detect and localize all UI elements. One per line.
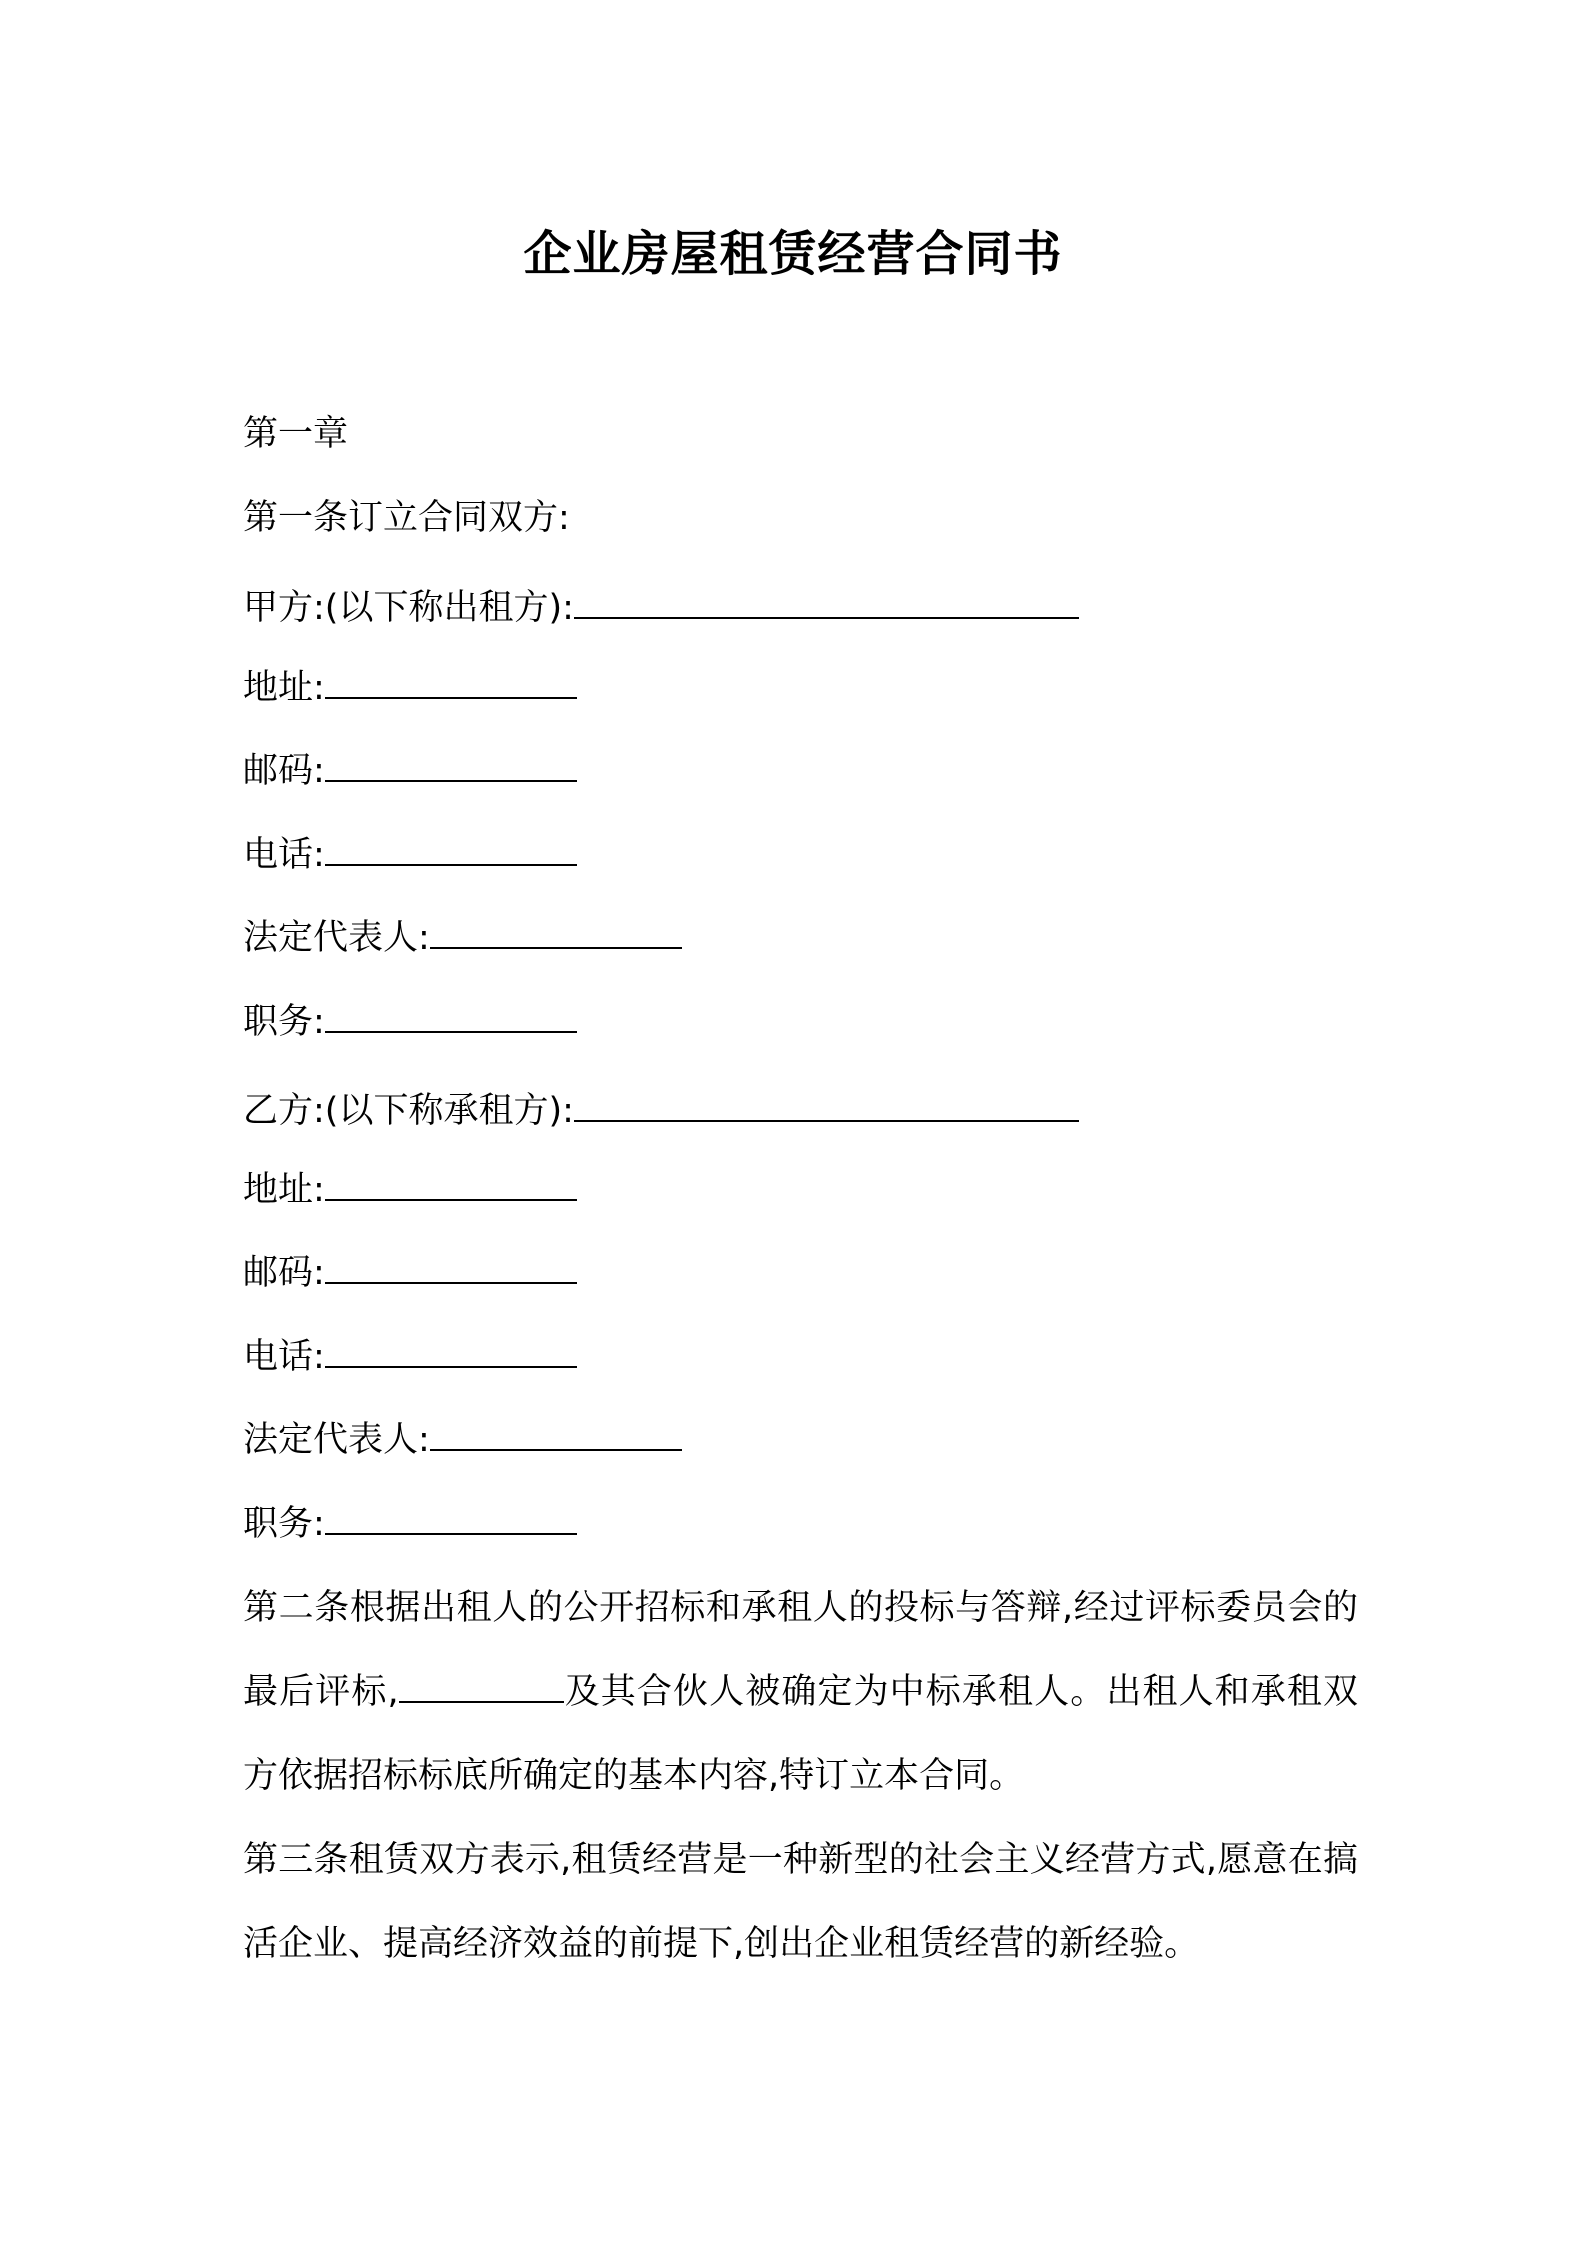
- party-a-legal-rep-label: 法定代表人:: [243, 918, 430, 958]
- party-b-address-label: 地址:: [243, 1170, 325, 1210]
- article2-paragraph: [243, 1566, 1358, 1818]
- party-b-legal-rep-label: 法定代表人:: [243, 1420, 430, 1460]
- party-b-line: [243, 1089, 1079, 1133]
- party-a-position-line: [243, 1000, 577, 1044]
- party-b-legal-rep-line: [243, 1418, 682, 1462]
- party-a-line: [243, 586, 1079, 630]
- article3-paragraph: 第三条租赁双方表示,租赁经营是一种新型的社会主义经营方式,愿意在搞活企业、提高经济效益的前提下,创出企业租赁经营的新经验。: [243, 1840, 1358, 1964]
- article1-heading: 第一条订立合同双方:: [243, 498, 570, 538]
- party-b-position-line: [243, 1502, 577, 1546]
- party-a-address-blank[interactable]: [325, 667, 577, 699]
- party-b-phone-label: 电话:: [243, 1337, 325, 1377]
- party-b-postcode-line: [243, 1251, 577, 1295]
- article2-text-after: 及其合伙人被确定为中标承租人。出租人和承租双方依据招标标底所确定的基本内容,特订立本合同。: [243, 1672, 1358, 1796]
- party-a-legal-rep-blank[interactable]: [430, 917, 682, 949]
- chapter-heading: 第一章: [243, 414, 349, 454]
- party-b-postcode-label: 邮码:: [243, 1253, 325, 1293]
- party-b-address-line: [243, 1168, 577, 1212]
- party-a-blank[interactable]: [574, 587, 1079, 619]
- party-a-phone-label: 电话:: [243, 835, 325, 875]
- party-a-postcode-line: [243, 749, 577, 793]
- party-b-legal-rep-blank[interactable]: [430, 1419, 682, 1451]
- party-a-postcode-blank[interactable]: [325, 750, 577, 782]
- party-b-position-label: 职务:: [243, 1504, 325, 1544]
- party-b-phone-line: [243, 1335, 577, 1379]
- party-a-position-blank[interactable]: [325, 1001, 577, 1033]
- party-a-address-label: 地址:: [243, 668, 325, 708]
- party-b-label: 乙方:(以下称承租方):: [243, 1091, 574, 1131]
- party-b-phone-blank[interactable]: [325, 1336, 577, 1368]
- party-b-postcode-blank[interactable]: [325, 1252, 577, 1284]
- party-a-address-line: [243, 666, 577, 710]
- party-a-label: 甲方:(以下称出租方):: [243, 588, 574, 628]
- party-a-postcode-label: 邮码:: [243, 751, 325, 791]
- party-b-blank[interactable]: [574, 1090, 1079, 1122]
- party-a-phone-blank[interactable]: [325, 834, 577, 866]
- party-b-address-blank[interactable]: [325, 1169, 577, 1201]
- party-a-position-label: 职务:: [243, 1002, 325, 1042]
- document-title: 企业房屋租赁经营合同书: [523, 226, 1063, 282]
- article2-winner-blank[interactable]: [399, 1671, 564, 1703]
- party-a-legal-rep-line: [243, 916, 682, 960]
- party-a-phone-line: [243, 833, 577, 877]
- party-b-position-blank[interactable]: [325, 1503, 577, 1535]
- article2-text-before: 第二条根据出租人的公开招标和承租人的投标与答辩,经过评标委员会的最后评标,: [243, 1588, 1358, 1712]
